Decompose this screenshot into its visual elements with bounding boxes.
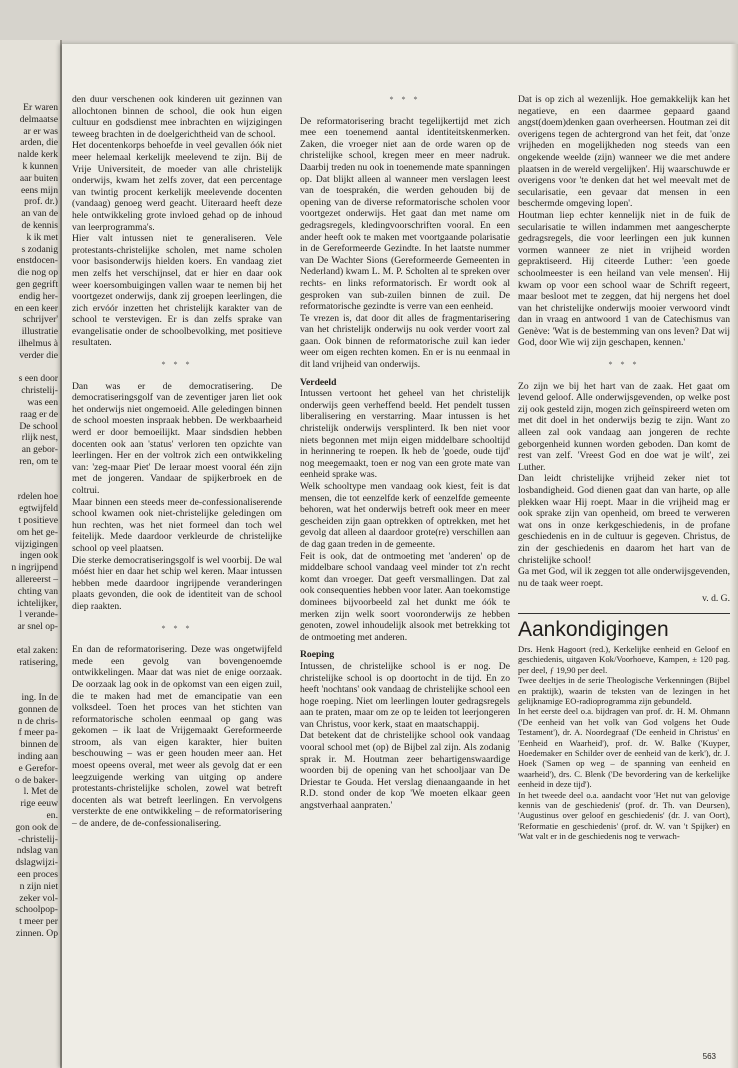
previous-page-line: l. Met de bbox=[23, 786, 58, 798]
previous-page-line: ichtelijker, bbox=[17, 597, 58, 609]
previous-page-line: gon ook de bbox=[15, 821, 58, 833]
previous-page-line: de kennis bbox=[21, 220, 58, 231]
previous-page-line: gonnen de bbox=[18, 703, 58, 715]
paragraph: Maar binnen een steeds meer de-confessionaliserende school kwamen ook niet-christelijke geledingen om hun rechten, was het niet formeel dan toch wel feitelijk. Mede daardoor verkleurde de christelijke school op veel plaatsen. bbox=[72, 496, 282, 554]
previous-page-fragment bbox=[0, 40, 62, 1068]
previous-page-line: e Gerefor- bbox=[18, 762, 58, 774]
column-3 bbox=[518, 94, 730, 842]
previous-page-line: dslagwijzi- bbox=[15, 857, 58, 869]
paragraph: Intussen, de christelijke school is er nog. De christelijke school is op doortocht in de tijd. En zo heeft 'nochtans' ook vandaag de christelijke school een hoge roeping. Niet om leerlingen louter gedragsregels aan te praten, maar om ze op te leiden tot leerjongeren van Christus, voor kerk, staat en maatschappij. bbox=[300, 660, 510, 730]
previous-page-line: en. bbox=[46, 810, 58, 821]
previous-page-line: egtwijfeld bbox=[19, 503, 58, 515]
paragraph: Dat is op zich al wezenlijk. Hoe gemakkelijk kan het negatieve, en een daarmee gepaard gaand angst(doem)denken gaan overheersen. Houtman zei dit overigens tegen de achtergrond van het feit, dat 'onze vrijheden en mogelijkheden nog steeds van een ongekende weelde (zijn) wanneer we die met andere plaatsen in de wereld vergelijken'. Hij waarschuwde er overigens voor 'te denken dat het wel meevalt met de secularisatie, een gevaar dat mensen in een beschermde omgeving lopen'. bbox=[518, 94, 730, 210]
previous-page-line: inding aan bbox=[17, 751, 58, 762]
previous-page-line: schoolpop- bbox=[15, 904, 58, 916]
announcements-title: Aankondigingen bbox=[518, 617, 669, 641]
previous-page-line: ratisering, bbox=[19, 656, 58, 668]
paragraph: Ga met God, wil ik zeggen tot alle onderwijsgevenden, nu de taak weer roept. bbox=[518, 566, 730, 589]
section-rule bbox=[518, 613, 730, 614]
column-1-part-b bbox=[72, 381, 282, 613]
previous-page-line: rlijk nest, bbox=[21, 432, 58, 444]
previous-page-line: ing. In de bbox=[21, 692, 58, 703]
previous-page-line: rdelen hoe bbox=[17, 491, 58, 503]
paragraph: En dan de reformatorisering. Deze was ongetwijfeld mede een gevolg van bovengenoemde ontwikkelingen. Maar dat was niet de enige oorzaak. De oorzaak lag ook in de opkomst van een eigen zuil, die te maken had met de emancipatie van een volksdeel. Toen het proces van het stichten van reformatorische scholen eenmaal op gang was gekomen – ik laat de Vrijgemaakt Gereformeerde stroom, als van eigen karakter, hier buiten beschouwing – was er geen houden meer aan. Het moest opeens overal, met weer als gevolg dat er een leegzuigende werking van uitging op andere protestants-christelijke scholen, zowel wat betreft docenten als wat betreft leerlingen. En vervolgens versterkte de ene ontwikkeling – de reformatorisering – de andere, de de-confessionalisering. bbox=[72, 644, 282, 830]
section-separator: * * * bbox=[608, 360, 640, 370]
paragraph: Het docentenkorps behoefde in veel gevallen óók niet meer helemaal kerkelijk meelevend te zijn. Bij de Vrije Universiteit, de moeder van alle christelijk onderwijs, kwam het zelfs zover, dat een percentage van twintig procent kerkelijk meelevende docenten (vandaag) genoeg werd geacht. Uiteraard heeft deze hele ontwikkeling grote invloed gehad op de inhoud van leerprogramma's. bbox=[72, 140, 282, 233]
heading-verdeeld: Verdeeld bbox=[300, 376, 337, 388]
column-1-part-c bbox=[72, 644, 282, 830]
previous-page-line: allereerst – bbox=[15, 574, 58, 585]
previous-page-line: nalde kerk bbox=[17, 149, 58, 161]
previous-page-line: prof. dr.) bbox=[24, 196, 58, 208]
previous-page-line: k kunnen bbox=[22, 161, 58, 172]
previous-page-line: n de chris- bbox=[17, 715, 58, 727]
paragraph: De reformatorisering bracht tegelijkertijd met zich mee een toenemend aantal identiteitskenmerken. Zaken, die vroeger niet aan de orde waren op de christelijke school, kregen meer en meer nadruk. Daarbij treden nu ook in toenemende mate spanningen op. Dat blijkt alleen al wanneer men verslagen leest van de toesprakén, die werden gehouden bij de opening van de diverse reformatorische scholen voor voortgezet onderwijs. Het gaat dan met name om gedragsregels, kledingvoorschriften vooral. En een ander heeft ook te maken met voortgaande polarisatie in de Gereformeerde Gezindte. In het laatste nummer van De Wachter Sions (Gereformeerde Gemeenten in Nederland) kwam L. M. P. Scholten al te spreken over rechts- en links reformatorisch. Er wordt ook al gesproken van sub-zuilen binnen de zuil. De reformatorische gezindte is verre van een eenheid. bbox=[300, 115, 510, 313]
previous-page-line: t meer per bbox=[19, 916, 58, 928]
column-3-part-a bbox=[518, 94, 730, 349]
previous-page-line: vijzigingen bbox=[14, 538, 58, 550]
author-signature: v. d. G. bbox=[702, 593, 730, 605]
paragraph: Dan leidt christelijke vrijheid zeker niet tot losbandigheid. God dienen gaat dan van harte, op alle plekken waar Hij roept. Maar in die vrijheid mag er ook sprake zijn van openheid, om breed te verweren wat ons in onze kerkgeschiedenis, in de profane geschiedenis en in de cultuur is gegeven. Christus, de zin der geschiedenis en daarom het hart van de christelijke school! bbox=[518, 473, 730, 566]
previous-page-line: etal zaken: bbox=[16, 644, 58, 656]
previous-page-line: zinnen. Op bbox=[15, 928, 58, 939]
paragraph: Hier valt intussen niet te generaliseren. Vele protestants-christelijke scholen, met name scholen voor basisonderwijs hielden koers. En vandaag ziet men zelfs het verschijnsel, dat er hier en daar ook weer koersombuigingen vallen waar te nemen bij het voortgezet onderwijs, dank zij groepen leerlingen, die zich ervóór inzetten het christelijk karakter van de school te verstevigen. Er is dan zelfs sprake van evangelisatie onder de schoolbevolking, met positieve resultaten. bbox=[72, 233, 282, 349]
page-number: 563 bbox=[702, 1052, 716, 1061]
paragraph: Dan was er de democratisering. De democratiseringsgolf van de zeventiger jaren liet ook het onderwijs niet ongemoeid. Alle geledingen binnen de school moesten inspraak hebben. De werkbaarheid werd er door bemoeilijkt. Maar sindsdien hebben docenten ook aan 'status' verloren ten opzichte van leerlingen. Her en der voltrok zich een ontwikkeling van: 'zeg-maar Piet' De leraar moest vooral één zijn met de jongeren. Vandaar de spijkerbroek en de coltrui. bbox=[72, 380, 282, 496]
paragraph: Te vrezen is, dat door dit alles de fragmentarisering van het christelijk onderwijs nu ook verder voort zal gaan. Ook binnen de reformatorische zuil kan ieder weer om eigen rechten komen. En er is nu eenmaal in dit land vrijheid van onderwijs. bbox=[300, 312, 510, 371]
column-1-part-a bbox=[72, 94, 282, 349]
previous-page-line: aar buiten bbox=[19, 172, 58, 184]
previous-page-line: eens mijn bbox=[20, 184, 58, 196]
previous-page-line: ar snel op- bbox=[17, 621, 58, 633]
previous-page-line: an gebor- bbox=[21, 444, 58, 456]
paragraph: Dat betekent dat de christelijke school ook vandaag vooral school met (op) de Bijbel zal zijn. Als zodanig sprak ir. M. Houtman zeer behartigenswaardige woorden bij de opening van het schooljaar van De Driestar te Gouda. Het verslag dienaangaande in het R.D. stond onder de kop 'We moeten elkaar geen angstverhaal aanpraten.' bbox=[300, 730, 510, 812]
previous-page-line: ndslag van bbox=[16, 845, 58, 857]
magazine-page bbox=[62, 44, 738, 1068]
column-3-part-b bbox=[518, 381, 730, 590]
previous-page-line: l verande- bbox=[19, 609, 58, 621]
previous-page-line: illustratie bbox=[21, 326, 58, 338]
previous-page-line: f meer pa- bbox=[18, 727, 58, 739]
announcement-body bbox=[518, 675, 730, 842]
previous-page-line: delmaatse bbox=[19, 113, 58, 125]
previous-page-line: Er waren bbox=[23, 102, 58, 113]
paragraph: den duur verschenen ook kinderen uit gezinnen van allochtonen binnen de school, die ook hun eigen cultuur en godsdienst mee inbrachten en wijzigingen teweeg brachten in de doelgerichtheid van de school. bbox=[72, 94, 282, 140]
previous-page-line: an van de bbox=[21, 208, 58, 220]
previous-page-line: s zodanig bbox=[21, 243, 58, 255]
previous-page-line: t positieve bbox=[18, 515, 58, 526]
previous-page-line: zeker vol- bbox=[19, 892, 58, 904]
previous-page-line: n ingrijpend bbox=[11, 562, 58, 574]
paragraph: Feit is ook, dat de ontmoeting met 'anderen' op de middelbare school vandaag veel minder tot z'n recht komt dan vroeger. Dat geeft versmallingen. Dat zal ook consequenties hebben voor later. Aan toekomstige dominees bijvoorbeeld zal het dunkt me óók te merken zijn welk soort vooronderwijs ze hebben genoten, zowel inhoudelijk alsook met betrekking tot de ontmoeting met anderen. bbox=[300, 550, 510, 643]
section-roeping bbox=[300, 661, 510, 812]
previous-page-line: De school bbox=[19, 420, 58, 432]
paragraph: Welk schooltype men vandaag ook kiest, feit is dat mensen, die tot eenzelfde kerk of eenzelfde gemeente behoren, wat het onderwijs betreft ook meer en meer gescheiden zijn gaan optrekken of optrekken, met het gevolg dat alleen al daardoor grote(re) verschillen aan de dag gaan treden in de gemeente. bbox=[300, 481, 510, 550]
previous-page-line: en een keer bbox=[14, 302, 58, 314]
section-verdeeld bbox=[300, 388, 510, 643]
previous-page-line: n zijn niet bbox=[19, 880, 58, 892]
previous-page-line: enstdocen- bbox=[16, 255, 58, 267]
announcement-paragraph: In het tweede deel o.a. aandacht voor 'Het nut van gelovige kennis van de geschiedenis' (prof. dr. Th. van Deursen), 'Augustinus over geloof en geschiedenis' (dr. J. van Oort), 'Reformatie en geschiedenis' (prof. dr. W. van 't Spijker) en 'Wat valt er in de geschiedenis nog te verwach- bbox=[518, 789, 730, 842]
previous-page-line: arden, die bbox=[20, 137, 58, 149]
paragraph: Zo zijn we bij het hart van de zaak. Het gaat om levend geloof. Alle onderwijsgevenden, op welke post zij ook gesteld zijn, mogen zich geïnspireerd weten om met dit doel in het onderwijs bezig te zijn. Want zo alleen zal ook vandaag aan jongeren de rechte geborgenheid kunnen worden geboden. Dan komt de rest van zelf. 'Vreest God en doe wat je wilt', zei Luther. bbox=[518, 380, 730, 473]
previous-page-line: binnen de bbox=[20, 739, 58, 751]
column-2-part-a bbox=[300, 116, 510, 371]
previous-page-line: -christelij- bbox=[18, 833, 58, 845]
previous-page-line: christelij- bbox=[21, 385, 58, 397]
column-1 bbox=[72, 94, 282, 830]
heading-roeping: Roeping bbox=[300, 649, 335, 661]
announcement-paragraph: In het eerste deel o.a. bijdragen van prof. dr. H. M. Ohmann ('De eenheid van het volk van God volgens het Oude Testament'), dr. A. Noordegraaf ('De eenheid in Christus' en 'Eenheid en Waarheid'), prof. dr. W. Balke ('Kuyper, Hoedemaker en Schilder over de eenheid van de kerk'), dr. J. Hoek ('Samen op weg – de spanning van eenheid en waarheid'), drs. C. Blenk ('De bevordering van de kerkelijke eenheid in deze tijd'). bbox=[518, 706, 730, 790]
previous-page-line: ilhelmus à bbox=[18, 338, 58, 349]
section-separator: * * * bbox=[161, 360, 193, 370]
previous-page-line: ren, om te bbox=[19, 456, 58, 467]
previous-page-line: een proces bbox=[17, 869, 58, 880]
previous-page-line: gen gegrift bbox=[16, 279, 58, 290]
previous-page-line: o de baker- bbox=[15, 774, 58, 786]
paragraph: Die sterke democratiseringsgolf is wel voorbij. De wal móést hier en daar het schip wel keren. Maar intussen hebben mede daardoor ingrijpende veranderingen plaats gevonden, die ook de identiteit van de school diep raakten. bbox=[72, 554, 282, 612]
announcement-entry: Drs. Henk Hagoort (red.), Kerkelijke eenheid en Geloof en geschiedenis, uitgaven Kok/Voorhoeve, Kampen, ± 120 pag. per deel, ƒ 19,90 per deel. bbox=[518, 643, 730, 675]
section-separator: * * * bbox=[389, 95, 421, 104]
previous-page-line: om het ge- bbox=[16, 526, 58, 538]
previous-page-line: die nog op bbox=[17, 267, 58, 279]
paragraph: Houtman liep echter kennelijk niet in de fuik de secularisatie te willen indammen met aangescherpte gedragsregels, die voor leerlingen een juk kunnen vormen wanneer ze niet in vrijheid worden gepraktiseerd. Hij citeerde Luther: 'een goede schoolmeester is een heiland van vele mensen'. Hij kwam op voor een school waar de Schrift regeert, maar besloot met te zeggen, dat hij nergens het doel van het christelijke onderwijs mooier verwoord vindt dan in vraag en antwoord 1 van de Catechismus van Genève: 'Wat is de bestemming van ons leven? Dat wij God, door Wie wij zijn geschapen, kennen.' bbox=[518, 209, 730, 349]
section-separator: * * * bbox=[161, 623, 193, 633]
previous-page-line: was een bbox=[27, 397, 58, 408]
previous-page-line: k ik met bbox=[26, 231, 58, 243]
column-2 bbox=[300, 94, 510, 812]
previous-page-line: ar er was bbox=[23, 125, 58, 137]
paragraph: Intussen vertoont het geheel van het christelijk onderwijs geen verheffend beeld. Het pendelt tussen liberalisering en verstarring. Maar intussen is het christelijk onderwijs versplinterd. Ik ben niet voor niets begonnen met mijn eigen middelbare schooltijd in herinnering te roepen. Ik heb de 'goede, oude tijd' nog meegemaakt, toen er nog van een grote mate van eenheid sprake was. bbox=[300, 388, 510, 481]
announcement-paragraph: Twee deeltjes in de serie Theologische Verkenningen (Bijbel en praktijk), waarin de teksten van de lezingen in het gelijknamige EO-radioprogramma zijn gebundeld. bbox=[518, 675, 730, 706]
previous-page-line: ingen ook bbox=[19, 550, 58, 562]
previous-page-line: schrijver' bbox=[22, 314, 58, 326]
previous-page-line: verder die bbox=[19, 349, 58, 361]
previous-page-line: raag er de bbox=[20, 408, 58, 420]
previous-page-line: endig her- bbox=[19, 290, 58, 302]
previous-page-line: rige eeuw bbox=[20, 798, 58, 810]
previous-page-line: s een door bbox=[18, 373, 58, 385]
previous-page-line: chting van bbox=[17, 585, 58, 597]
